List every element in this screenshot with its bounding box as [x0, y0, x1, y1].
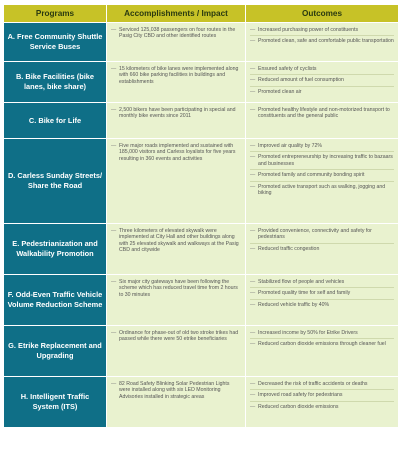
accomplishment-item: — Three kilometers of elevated skywalk were implemented at City Hall and other buildings along with 25 elevated skywalk and walkways at the Pasig CBD and citywide [111, 228, 241, 254]
outcomes-cell [246, 275, 398, 325]
outcome-item: — Promoted clean air [250, 89, 394, 97]
program-name: H. Intelligent Traffic System (ITS) [4, 377, 106, 427]
outcome-item: — Improved road safety for pedestrians [250, 392, 394, 401]
outcome-item: — Promoted healthy lifestyle and non-motorized transport to constituents and the general public [250, 107, 394, 122]
program-name: B. Bike Facilities (bike lanes, bike share) [4, 62, 106, 102]
header-row [4, 5, 398, 22]
outcome-item: — Promoted entrepreneurship by increasing traffic to bazaars and businesses [250, 154, 394, 170]
program-name: A. Free Community Shuttle Service Buses [4, 23, 106, 61]
accomplishments-cell [107, 139, 245, 223]
accomplishments-cell [107, 326, 245, 376]
table-row [4, 224, 398, 274]
accomplishment-item: — 15 kilometers of bike lanes were implemented along with 660 bike parking facilities in buildings and establishments [111, 66, 241, 85]
outcomes-cell [246, 326, 398, 376]
outcomes-header: Outcomes [246, 5, 398, 22]
outcome-item: — Increased purchasing power of constituents [250, 27, 394, 36]
program-name: E. Pedestrianization and Walkability Promotion [4, 224, 106, 274]
table-row [4, 377, 398, 427]
accomplishment-item: — Serviced 125,038 passengers on four routes in the Pasig City CBD and other identified routes [111, 27, 241, 40]
outcome-item: — Reduced traffic congestion [250, 246, 394, 254]
program-name: F. Odd-Even Traffic Vehicle Volume Reduction Scheme [4, 275, 106, 325]
accomplishments-header: Accomplishments / Impact [107, 5, 245, 22]
accomplishments-cell [107, 275, 245, 325]
accomplishments-cell [107, 23, 245, 61]
accomplishment-item: — Six major city gateways have been following the scheme which has reduced travel time from 2 hours to 30 minutes [111, 279, 241, 298]
outcome-item: — Ensured safety of cyclists [250, 66, 394, 75]
accomplishments-cell [107, 103, 245, 138]
outcomes-cell [246, 23, 398, 61]
accomplishment-item: — 2,500 bikers have been participating in special and monthly bike events since 2011 [111, 107, 241, 120]
outcome-item: — Provided convenience, connectivity and safety for pedestrians [250, 228, 394, 244]
outcomes-cell [246, 139, 398, 223]
accomplishment-item: — Ordinance for phase-out of old two stroke trikes had passed while there were 50 etrike beneficiaries [111, 330, 241, 343]
program-name: G. Etrike Replacement and Upgrading [4, 326, 106, 376]
outcome-item: — Reduced amount of fuel consumption [250, 77, 394, 86]
outcome-item: — Reduced carbon dioxide emissions [250, 404, 394, 412]
outcome-item: — Promoted active transport such as walking, jogging and biking [250, 184, 394, 199]
outcome-item: — Promoted quality time for self and family [250, 290, 394, 299]
programs-header: Programs [4, 5, 106, 22]
outcome-item: — Decreased the risk of traffic accidents or deaths [250, 381, 394, 390]
accomplishments-cell [107, 377, 245, 427]
program-name: C. Bike for Life [4, 103, 106, 138]
accomplishments-cell [107, 224, 245, 274]
programs-table [3, 4, 399, 428]
outcomes-cell [246, 377, 398, 427]
outcomes-cell [246, 103, 398, 138]
accomplishment-item: — Five major roads implemented and sustained with 185,000 visitors and Carless loyalists for five years resulting in 360 events and activities [111, 143, 241, 162]
table-body [4, 23, 398, 427]
outcome-item: — Improved air quality by 72% [250, 143, 394, 152]
table-row [4, 139, 398, 223]
table-row [4, 326, 398, 376]
outcome-item: — Increased income by 50% for Etrike Drivers [250, 330, 394, 339]
program-name: D. Carless Sunday Streets/ Share the Road [4, 139, 106, 223]
accomplishment-item: — 82 Road Safety Blinking Solar Pedestrian Lights were installed along with six LED Monitoring Advisories installed in strategic areas [111, 381, 241, 400]
outcome-item: — Promoted clean, safe and comfortable public transportation [250, 38, 394, 46]
outcome-item: — Stabilized flow of people and vehicles [250, 279, 394, 288]
outcome-item: — Reduced vehicle traffic by 40% [250, 302, 394, 310]
table-row [4, 275, 398, 325]
outcome-item: — Reduced carbon dioxide emissions through cleaner fuel [250, 341, 394, 349]
outcomes-cell [246, 224, 398, 274]
table-row [4, 62, 398, 102]
table-row [4, 23, 398, 61]
table-row [4, 103, 398, 138]
accomplishments-cell [107, 62, 245, 102]
outcome-item: — Promoted family and community bonding spirit [250, 172, 394, 181]
outcomes-cell [246, 62, 398, 102]
